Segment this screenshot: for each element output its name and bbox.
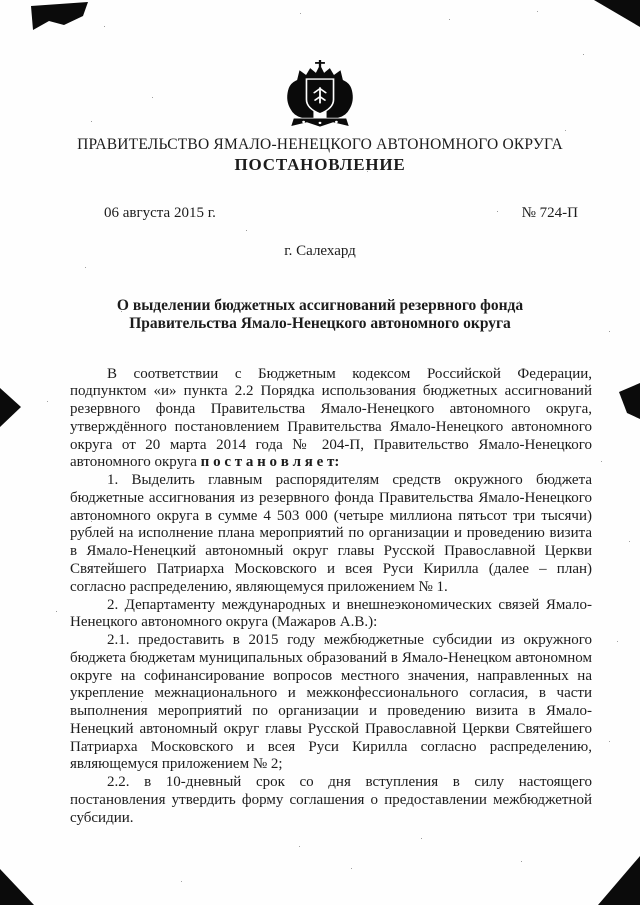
meta-row — [0, 205, 640, 222]
doc-place: г. Салехард — [284, 243, 356, 259]
preamble-text: В соответствии с Бюджетным кодексом Российской Федерации, подпунктом «и» пункта 2.2 Порядка использования бюджетных ассигнований резервного фонда Правительства Ямало-Ненецкого автономного округа, утверждённого постановлением Правительства Ямало-Ненецкого автономного округа от 20 марта 2014 года № 204-П, Правительство Ямало-Ненецкого автономного округа — [70, 365, 592, 471]
item-2-1-paragraph: 2.1. предоставить в 2015 году межбюджетные субсидии из окружного бюджета бюджетам муниципальных образований в Ямало-Ненецком автономном округе на софинансирование вопросов местного значения, направленных на укрепление межнационального и межконфессионального согласия, в части выполнения мероприятий по организации и проведению визита в Ямало-Ненецкий автономный округ главы Русской Православной Церкви Святейшего Патриарха Московского и всея Руси Кирилла согласно распределению, являющемуся приложением № 2; — [70, 632, 592, 773]
resolve-word: п о с т а н о в л я е т: — [200, 454, 340, 471]
doc-number: № 724-П — [521, 205, 578, 221]
doc-date: 06 августа 2015 г. — [104, 205, 216, 221]
item-1-paragraph: 1. Выделить главным распорядителям средств окружного бюджета бюджетные ассигнования из резервного фонда Правительства Ямало-Ненецкого автономного округа в сумме 4 503 000 (четыре миллиона пятьсот три тысячи) рублей на исполнение плана мероприятий по организации и проведению визита в Ямало-Ненецкий автономный округ главы Русской Православной Церкви Святейшего Патриарха Московского и всея Руси Кирилла (далее – план) согласно распределению, являющемуся приложением № 1. — [70, 472, 592, 595]
doc-title: О выделении бюджетных ассигнований резервного фонда Правительства Ямало-Ненецкого автономного округа — [116, 297, 524, 333]
emblem-area — [0, 0, 640, 128]
scan-artifact-bottom-right — [598, 856, 640, 905]
org-name: ПРАВИТЕЛЬСТВО ЯМАЛО-НЕНЕЦКОГО АВТОНОМНОГО ОКРУГА — [77, 136, 563, 153]
item-2-2-paragraph: 2.2. в 10-дневный срок со дня вступления в силу настоящего постановления утвердить форму соглашения о предоставлении межбюджетной субсидии. — [70, 774, 592, 826]
preamble-paragraph — [70, 366, 592, 473]
scan-artifact-bottom-left — [0, 869, 34, 905]
coat-of-arms-icon — [279, 60, 361, 128]
item-2-paragraph: 2. Департаменту международных и внешнеэкономических связей Ямало-Ненецкого автономного округа (Мажаров А.В.): — [70, 596, 592, 631]
doc-body — [0, 366, 640, 828]
doc-type-heading: ПОСТАНОВЛЕНИЕ — [234, 155, 406, 174]
